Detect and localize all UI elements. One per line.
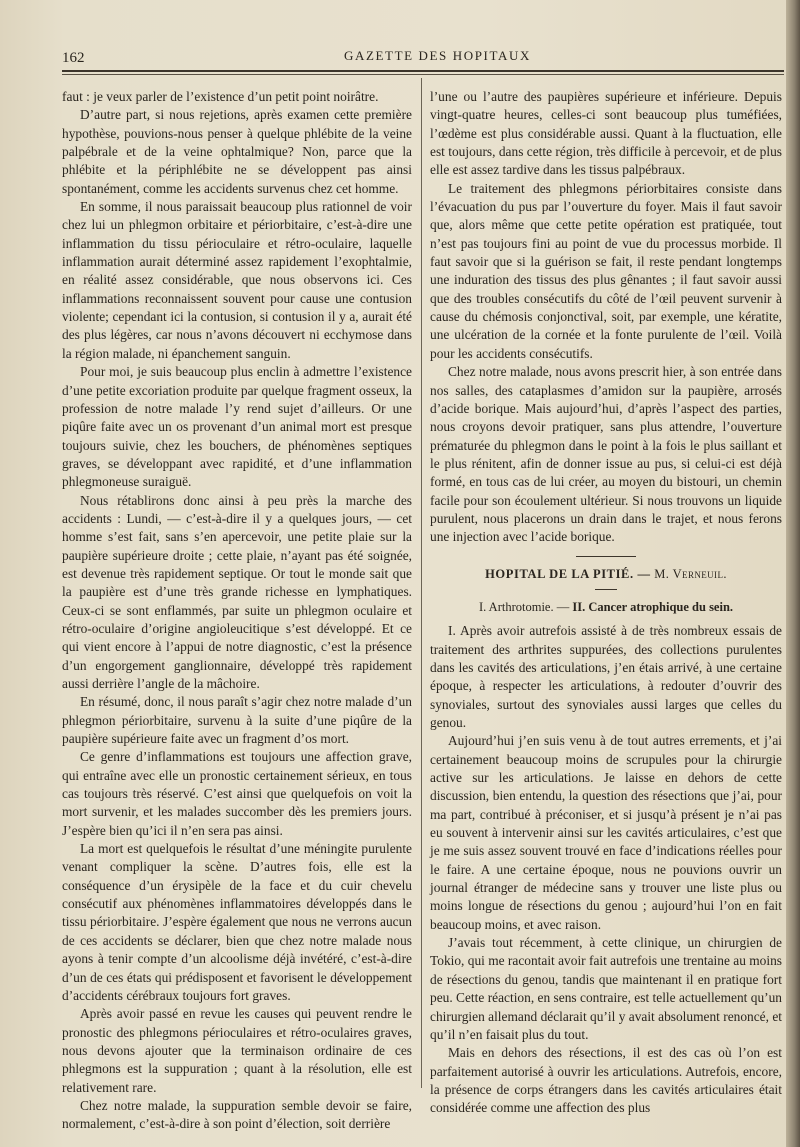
paragraph: J’avais tout récemment, à cette clinique, un chirurgien de Tokio, qui me racontait avoir fait autrefois une trentaine au moins de résections du genou, tandis que maintenant il en pratique fort peu. Cette réaction, en sens contraire, est telle actuellement qu’un chirurgien allemand déclarait qu’il y avait absolument renoncé, et qu’il n’en faisait plus du tout.	[430, 935, 782, 1042]
paragraph: Chez notre malade, la suppuration semble devoir se faire, normalement, c’est-à-dire à son point d’élection, soit derrière	[62, 1097, 412, 1132]
paragraph: Ce genre d’inflammations est toujours une affection grave, qui entraîne avec elle un pronostic certainement sérieux, en tous cas toujours très réservé. C’est ainsi que quelquefois on voit la mort survenir, et les malades succomber dès les premiers jours. J’espère bien qu’ici il n’en sera pas ainsi.	[62, 749, 412, 838]
column-divider	[421, 78, 422, 1088]
hospital-name: HOPITAL DE LA PITIÉ. —	[485, 566, 651, 581]
page-header	[62, 44, 784, 68]
paragraph: Chez notre malade, nous avons prescrit hier, à son entrée dans nos salles, des cataplasmes d’amidon sur la paupière, arrosés d’acide borique. Mais aujourd’hui, d’après l’aspect des parties, nous croyons devoir pratiquer, sans plus attendre, l’ouverture prématurée du phlegmon dans le point à la fois le plus saillant et le plus rénitent, afin de donner issue au pus, si celui-ci est déjà formé, en tous cas de lui créer, au moyen du bistouri, un chemin facile pour son écoulement ultérieur. Si nous trouvons un liquide purulent, nous placerons un drain dans le trajet, et nous ferons une injection avec l’acide borique.	[430, 364, 782, 545]
paragraph: Aujourd’hui j’en suis venu à de tout autres errements, et j’ai certainement beaucoup moins de scrupules pour la chirurgie active sur les articulations. Je laisse en dehors de cette discussion, bien entendu, la question des résections que j’ai, pour ma part, contribué à préconiser, et si jusqu’à présent je n’ai pas eu souvent à intervenir ainsi sur les cavités articulaires, c’est que je me suis assez souvent trouvé en face d’indications réelles pour le faire. A une certaine époque, nous ne pouvions ouvrir un journal étranger de médecine sans y trouver une liste plus ou moins longue de résections du genou ; aujourd’hui l’on en fait beaucoup moins, et avec raison.	[430, 733, 782, 932]
paragraph: Pour moi, je suis beaucoup plus enclin à admettre l’existence d’une petite excoriation produite par quelque fragment osseux, la profession de notre malade l’y rend sujet d’ailleurs. Or une piqûre faite avec un os provenant d’un animal mort est presque toujours suivie, chez les bouchers, de phénomènes septiques graves, se développant avec rapidité, et d’une inflammation phlegmoneuse suraiguë.	[62, 364, 412, 490]
section-subheading	[430, 598, 782, 616]
paragraph: I. Après avoir autrefois assisté à de très nombreux essais de traitement des arthrites suppurées, des collections purulentes dans les cavités des articulations, j’en étais arrivé, à une certaine époque, à respecter les articulations, à redouter d’ouvrir des synoviales, surtout des synoviales aussi larges que celles du genou.	[430, 623, 782, 730]
section-heading	[430, 565, 782, 583]
paragraph: Mais en dehors des résections, il est des cas où l’on est parfaitement autorisé à ouvrir les articulations. Autrefois, encore, la présence de corps étrangers dans les cavités articulaires était considérée comme une affection des plus	[430, 1045, 782, 1116]
header-rule	[62, 70, 784, 72]
paragraph: Nous rétablirons donc ainsi à peu près la marche des accidents : Lundi, — c’est-à-dire il y a quelques jours, — cet homme s’est fait, sans s’en apercevoir, une petite plaie sur la paupière supérieure droite ; cette plaie, n’ayant pas été soignée, est devenue très rapidement septique. Or tout le monde sait que la paupière est d’une très grande richesse en lymphatiques. Ceux-ci se sont enflammés, par suite un phlegmon oculaire et rétro-oculaire d’origine angioleucitique s’est développé. Et ce qui vient encore à l’appui de notre diagnostic, c’est la présence d’un engorgement ganglionnaire, développé très rapidement aussi derrière l’angle de la mâchoire.	[62, 492, 412, 691]
paragraph: D’autre part, si nous rejetions, après examen cette première hypothèse, pouvions-nous penser à quelque phlébite de la veine palpébrale et de la veine ophtalmique? Non, parce que la phlébite et la périphlébite ne se développent pas ainsi spontanément, comme les accidents survenus chez cet homme.	[62, 107, 412, 196]
header-rule-thin	[62, 74, 784, 75]
paragraph: faut : je veux parler de l’existence d’un petit point noirâtre.	[62, 89, 379, 104]
right-column	[430, 88, 782, 1118]
section-author: M. Verneuil.	[654, 566, 727, 581]
page-binding-edge	[786, 0, 800, 1147]
page-number: 162	[62, 50, 85, 66]
paragraph: Le traitement des phlegmons périorbitaires consiste dans l’évacuation du pus par l’ouverture du foyer. Mais il faut savoir que, alors même que cette petite opération est pratiquée, tout n’est pas toujours fini au point de vue du processus morbide. Il faut savoir que si la guérison se fait, il reste pendant longtemps une induration des tissus des plus gênantes ; il faut savoir aussi que des troubles consécutifs du côté de l’œil peuvent survenir à cause du chémosis conjonctival, soit, par exemple, une kératite, une ulcération de la cornée et la fonte purulente de l’œil. Voilà pour les accidents consécutifs.	[430, 180, 782, 361]
paragraph: La mort est quelquefois le résultat d’une méningite purulente venant compliquer la scène. D’autres fois, elle est la conséquence d’un érysipèle de la face et du cuir chevelu consécutif aux phénomènes inflammatoires développés dans le tissu périorbitaire. J’espère également que nous ne verrons aucun de ces accidents se déclarer, bien que chez notre malade nous ayons à tenir compte d’un alcoolisme déjà invétéré, c’est-à-dire d’un de ces états qui prédisposent et favorisent le développement d’accidents cérébraux toujours fort graves.	[62, 841, 412, 1003]
paragraph: Après avoir passé en revue les causes qui peuvent rendre le pronostic des phlegmons périoculaires et rétro-oculaires graves, nous devons ajouter que la terminaison ordinaire de ces phlegmons est la suppuration ; quant à la résolution, elle est relativement rare.	[62, 1006, 412, 1095]
paragraph: En résumé, donc, il nous paraît s’agir chez notre malade d’un phlegmon périorbitaire, survenu à la suite d’une piqûre de la paupière supérieure faite avec un fragment d’os mort.	[62, 694, 412, 747]
subheading-roman-2: II. Cancer atrophique du sein.	[572, 599, 734, 614]
journal-title: GAZETTE DES HOPITAUX	[344, 48, 531, 63]
paragraph: En somme, il nous paraissait beaucoup plus rationnel de voir chez lui un phlegmon orbitaire et périorbitaire, c’est-à-dire une inflammation du tissu périoculaire et rétro-oculaire, laquelle inflammation aurait déterminé assez rapidement l’exophtalmie, en réalité assez considérable, que nous observons ici. Ces inflammations reconnaissent souvent pour cause une contusion violente; cependant ici la contusion, si contusion il y a, aurait été des plus légères, car nous n’avons découvert ni ecchymose dans la région malade, ni épanchement sanguin.	[62, 199, 412, 361]
subheading-roman-1: I. Arthrotomie. —	[478, 599, 570, 614]
section-separator	[576, 556, 636, 557]
left-column	[62, 88, 412, 1134]
heading-separator	[595, 589, 617, 590]
paragraph: l’une ou l’autre des paupières supérieure et inférieure. Depuis vingt-quatre heures, celles-ci sont beaucoup plus tuméfiées, l’œdème est plus considérable aussi. Quant à la fluctuation, elle est toujours, dans cette région, très difficile à percevoir, et de plus elle est assez tardive dans les tissus palpébraux.	[430, 89, 782, 178]
